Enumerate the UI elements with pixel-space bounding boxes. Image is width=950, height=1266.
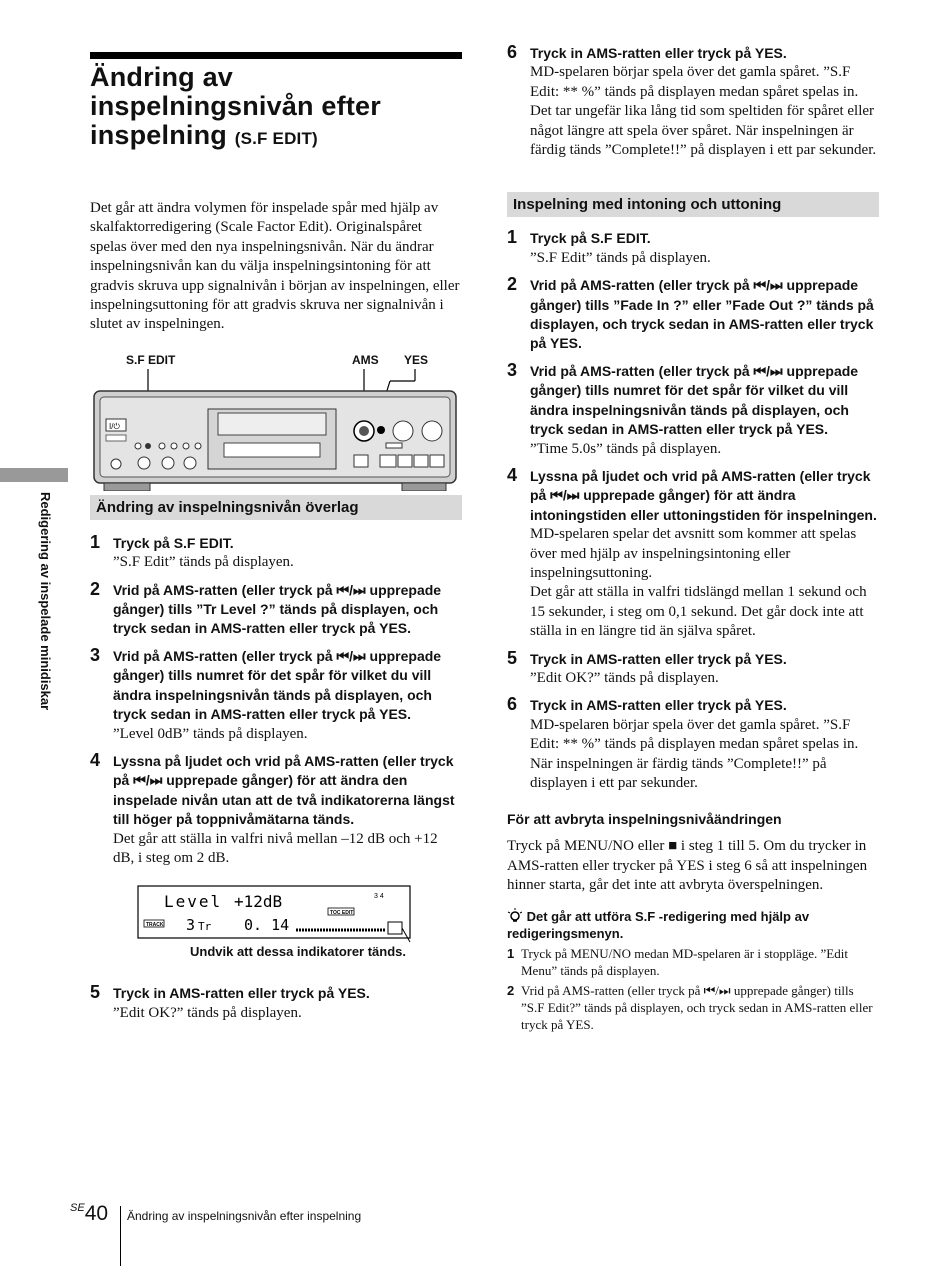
power-button-label: I/⏻ bbox=[109, 421, 120, 431]
svg-text:TOC EDIT: TOC EDIT bbox=[330, 910, 354, 917]
step-1-fade: 1 Tryck på S.F EDIT. ”S.F Edit” tänds på displayen. bbox=[507, 227, 711, 266]
md-player-drawing bbox=[90, 343, 462, 491]
step-3-fade: 3 Vrid på AMS-ratten (eller tryck på ⏮/⏭ upprepade gånger) tills numret för det spår för vilket du vill ändra inspelningsnivån tänds på displayen, och tryck sedan in AMS-ratten eller tryck på YES. ”Time 5.0s” tänds på displayen. bbox=[507, 359, 859, 457]
intro-text: Det går att ändra volymen för inspelade spår med hjälp av skalfaktorredigering (Scale Factor Edit). Originalspåret spelas över med den nya inspelningsnivån. När du ändrar inspelningsnivån kan du välja inspelningsintoning för att gradvis skruva upp signalnivån i början av inspelningen, eller inspelningsuttoning för att gradvis skruva ner signalnivån i slutet av inspelningen. bbox=[90, 200, 460, 333]
left-column bbox=[90, 52, 462, 1023]
step-4-fade: 4 Lyssna på ljudet och vrid på AMS-ratten (eller tryck på ⏮/⏭ upprepade gånger) för att ändra intoningstiden eller uttoningstiden för inspelningen. MD-spelaren spelar det avsnitt som kommer att spelas över med hjälp av inspelningsintoning eller inspelningsuttoning. Det går att ställa in valfri tidslängd mellan 1 sekund och 15 sekunder, i steg om 0,1 sekund. Det går dock inte att ställa in en längre tid än själva spåret. bbox=[507, 464, 877, 640]
svg-text:0. 14: 0. 14 bbox=[244, 916, 290, 935]
device-illustration bbox=[90, 343, 462, 491]
tip-title: Det går att utföra S.F -redigering med hjälp av redigeringsmenyn. bbox=[507, 908, 810, 941]
step-5-overall: 5 Tryck in AMS-ratten eller tryck på YES. ”Edit OK?” tänds på displayen. bbox=[90, 982, 370, 1021]
section-heading-overall: Ändring av inspelningsnivån överlag bbox=[90, 495, 462, 520]
sf-edit-label: S.F EDIT bbox=[126, 352, 176, 367]
svg-text:TRACK: TRACK bbox=[146, 922, 164, 929]
step-6-fade: 6 Tryck in AMS-ratten eller tryck på YES. MD-spelaren börjar spela över det gamla spåret. ”S.F Edit: ** %” tänds på displayen medan spåret spelas in. När inspelningen är färdig tänds ”Complete!!” på displayen i ett par sekunder. bbox=[507, 694, 859, 791]
svg-text:+12dB: +12dB bbox=[234, 892, 283, 912]
chapter-label: Redigering av inspelade minidiskar bbox=[38, 492, 53, 711]
step-1-overall: 1 Tryck på S.F EDIT. ”S.F Edit” tänds på displayen. bbox=[90, 531, 294, 571]
step-6-overall: 6 Tryck in AMS-ratten eller tryck på YES. MD-spelaren börjar spela över det gamla spåret. ”S.F Edit: ** %” tänds på displayen medan spåret spelas in. Det tar ungefär lika lång tid som speltiden för spåret eller något längre att spela över spåret. När inspelningen är färdig tänds ”Complete!!” på displayen i ett par sekunder. bbox=[507, 42, 877, 159]
indicator-caption: Undvik att dessa indikatorer tänds. bbox=[190, 944, 407, 960]
svg-text:Level: Level bbox=[164, 892, 223, 912]
right-column bbox=[507, 44, 879, 1033]
lightbulb-icon bbox=[507, 908, 523, 924]
tip-item-2: 2 Vrid på AMS-ratten (eller tryck på ⏮/⏭ upprepade gånger) tills ”S.F Edit?” tänds på displayen, och tryck sedan in AMS-ratten eller tryck på YES. bbox=[507, 982, 873, 1032]
cancel-text: Tryck på MENU/NO eller ■ i steg 1 till 5. Om du trycker in AMS-ratten eller trycker på YES i steg 6 så att inspelningen hinner starta, går det inte att avbryta överspelningen. bbox=[507, 838, 868, 894]
cancel-heading: För att avbryta inspelningsnivåändringen bbox=[507, 811, 782, 828]
chapter-tab bbox=[0, 468, 68, 482]
footer-title: Ändring av inspelningsnivån efter inspelning bbox=[127, 1209, 362, 1223]
ams-label: AMS bbox=[352, 352, 379, 367]
step-2-fade: 2 Vrid på AMS-ratten (eller tryck på ⏮/⏭ upprepade gånger) tills ”Fade In ?” eller ”Fade Out ?” tänds på displayen, och tryck sedan in AMS-ratten eller tryck på YES. bbox=[507, 274, 874, 352]
footer-divider bbox=[120, 1206, 121, 1266]
step-4-overall: 4 Lyssna på ljudet och vrid på AMS-ratten (eller tryck på ⏮/⏭ upprepade gånger) för att ändra den inspelade nivån utan att de två indikatorerna längst till höger på toppnivåmätarna tänds. Det går att ställa in valfri nivå mellan –12 dB och +12 dB, i steg om 2 dB. bbox=[90, 749, 455, 866]
tip-item-1: 1 Tryck på MENU/NO medan MD-spelaren är i stoppläge. ”Edit Menu” tänds på displayen. bbox=[507, 945, 848, 978]
title-rule bbox=[90, 52, 462, 59]
svg-text:3 4: 3 4 bbox=[374, 893, 384, 901]
svg-text:Tr: Tr bbox=[198, 920, 212, 934]
step-2-overall: 2 Vrid på AMS-ratten (eller tryck på ⏮/⏭ upprepade gånger) tills ”Tr Level ?” tänds på displayen, och tryck sedan in AMS-ratten eller tryck på YES. bbox=[90, 578, 442, 637]
step-5-fade: 5 Tryck in AMS-ratten eller tryck på YES. ”Edit OK?” tänds på displayen. bbox=[507, 647, 787, 686]
section-heading-fade: Inspelning med intoning och uttoning bbox=[507, 192, 879, 217]
svg-text:3: 3 bbox=[186, 916, 196, 935]
page-title: Ändring av inspelningsnivån efter inspelning (S.F EDIT) bbox=[90, 62, 381, 150]
level-display-illustration bbox=[116, 880, 416, 962]
yes-label: YES bbox=[404, 352, 429, 367]
step-3-overall: 3 Vrid på AMS-ratten (eller tryck på ⏮/⏭ upprepade gånger) tills numret för det spår för vilket du vill ändra inspelningsnivån tänds på displayen, och tryck sedan in AMS-ratten eller tryck på YES. ”Level 0dB” tänds på displayen. bbox=[90, 644, 442, 742]
page-number: $^{SE}$40 bbox=[70, 1202, 109, 1225]
